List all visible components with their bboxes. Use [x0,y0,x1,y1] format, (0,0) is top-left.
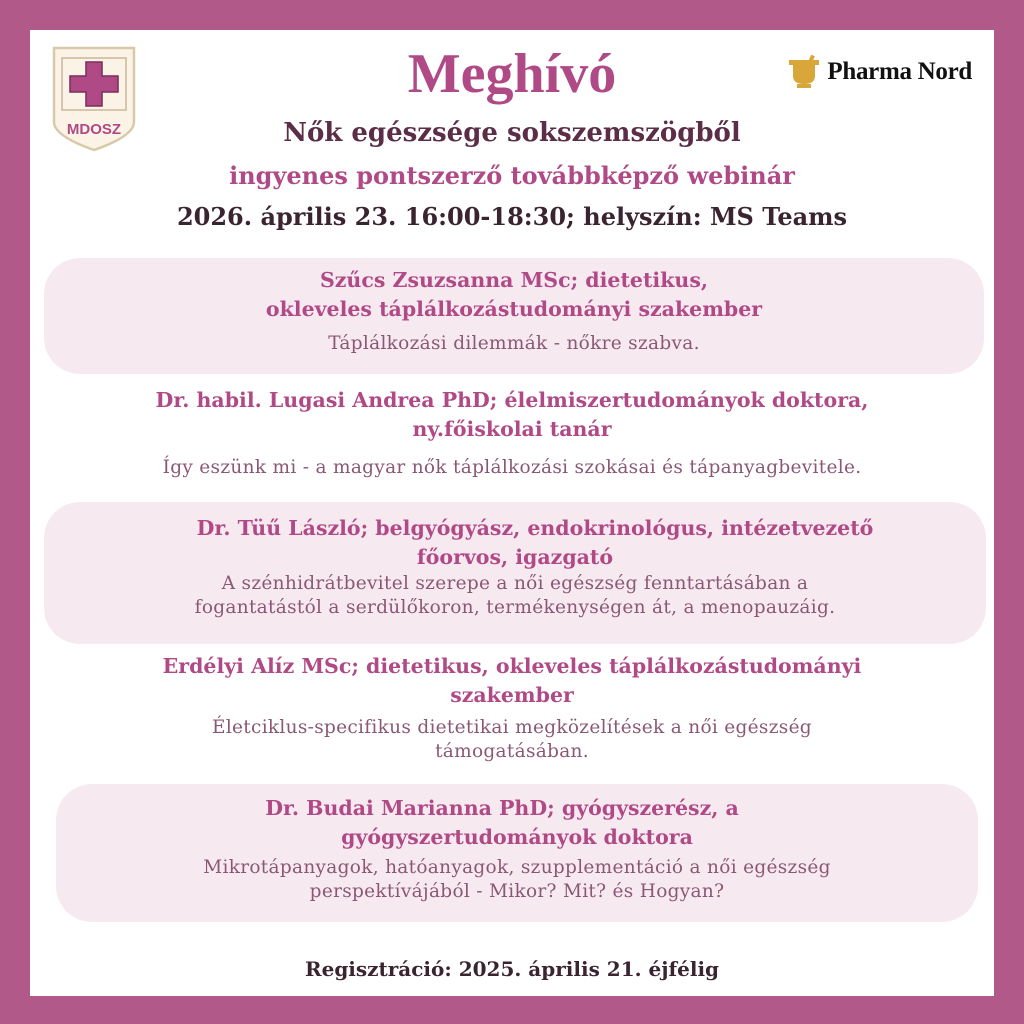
registration-deadline: Regisztráció: 2025. április 21. éjfélig [304,957,720,981]
event-subtitle: Nők egészsége sokszemszögből [283,118,741,148]
topic-line: támogatásában. [435,741,589,762]
talk-item [56,784,978,922]
topic-line: Életciklus-specifikus dietetikai megközelítések a női egészség [212,717,812,738]
event-type: ingyenes pontszerző továbbképző webinár [229,161,795,190]
talk-item [30,386,994,496]
speaker-line: Erdélyi Alíz MSc; dietetikus, okleveles táplálkozástudományi [162,654,862,678]
mdosz-logo-text: MDOSZ [66,121,122,138]
pharma-nord-text: Pharma Nord [827,58,972,85]
talk-item [44,258,984,374]
invitation-card [30,30,994,996]
page-title: Meghívó [407,43,617,105]
speaker-line: szakember [450,683,574,707]
speaker-line: Szűcs Zsuzsanna MSc; dietetikus, [319,268,709,292]
speaker-line: Dr. Budai Marianna PhD; gyógyszerész, a [265,796,739,820]
talk-item [44,502,986,644]
topic-line: Így eszünk mi - a magyar nők táplálkozási szokásai és tápanyagbevitele. [162,457,862,478]
speaker-line: főorvos, igazgató [416,545,614,569]
speaker-line: Dr. Tüű László; belgyógyász, endokrinológus, intézetvezető [196,516,874,540]
topic-line: perspektívájából - Mikor? Mit? és Hogyan? [309,881,725,902]
talk-item [50,652,974,780]
topic-line: A szénhidrátbevitel szerepe a női egészség fenntartásában a [221,573,809,594]
topic-line: Táplálkozási dilemmák - nőkre szabva. [328,333,700,354]
speaker-line: ny.főiskolai tanár [412,417,612,441]
event-date-location: 2026. április 23. 16:00-18:30; helyszín: MS Teams [176,202,848,231]
topic-line: fogantatástól a serdülőkoron, termékenységen át, a menopauzáig. [194,597,836,618]
speaker-line: Dr. habil. Lugasi Andrea PhD; élelmiszertudományok doktora, [155,388,869,412]
topic-line: Mikrotápanyagok, hatóanyagok, szupplementáció a női egészség [203,857,831,878]
speaker-line: okleveles táplálkozástudományi szakember [265,297,763,321]
speaker-line: gyógyszertudományok doktora [341,825,693,849]
